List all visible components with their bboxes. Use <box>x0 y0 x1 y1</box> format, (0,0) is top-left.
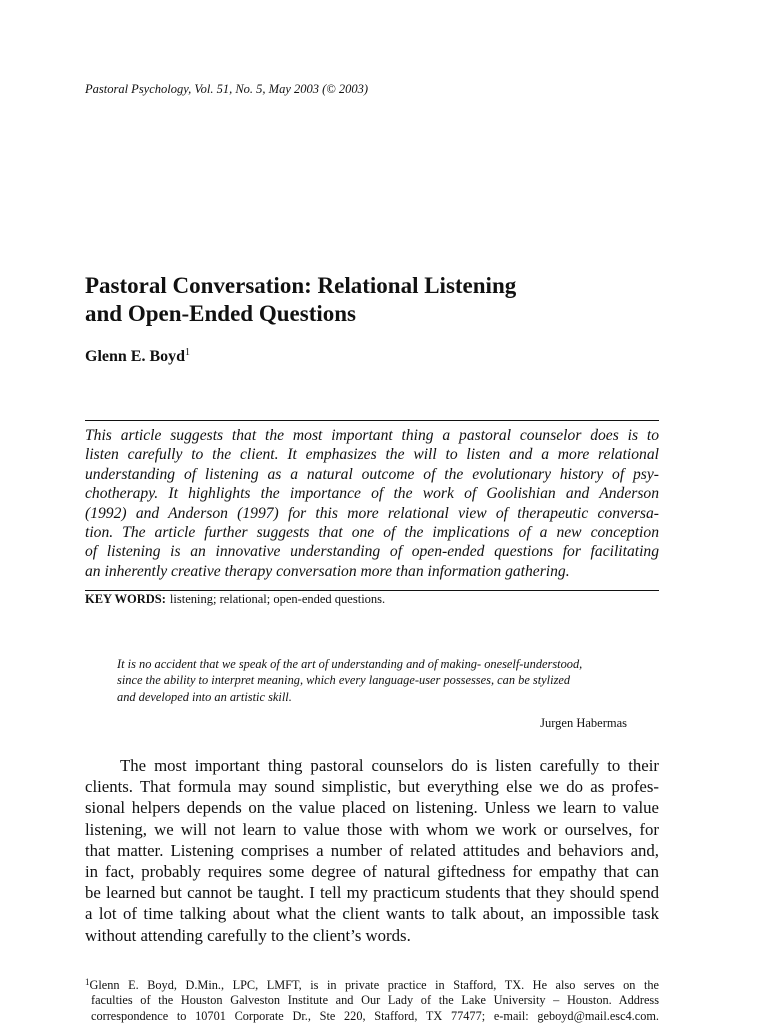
abstract-bottom-rule <box>85 590 659 591</box>
abstract-line: listen carefully to the client. It emphasizes the will to listen and a more relational <box>85 446 659 464</box>
title-line: Pastoral Conversation: Relational Listening <box>85 273 517 298</box>
keywords <box>85 592 385 607</box>
author-name <box>85 347 190 366</box>
title-line: and Open-Ended Questions <box>85 301 356 326</box>
body-line: be learned but cannot be taught. I tell my practicum students that they should spend <box>85 883 659 903</box>
abstract-line: of listening is an innovative understanding of open-ended questions for facilitating <box>85 543 659 561</box>
abstract <box>85 426 659 581</box>
article-title <box>85 272 645 328</box>
body-line: The most important thing pastoral counselors do is listen carefully to their <box>120 756 659 775</box>
abstract-line: This article suggests that the most important thing a pastoral counselor does is to <box>85 427 659 444</box>
body-line: a lot of time talking about what the client wants to talk about, an impossible task <box>85 904 659 924</box>
footnote-line-text: Glenn E. Boyd, D.Min., LPC, LMFT, is in private practice in Stafford, TX. He also serves on the <box>89 978 659 992</box>
body-line: clients. That formula may sound simplistic, but everything else we do as profes- <box>85 777 659 797</box>
keywords-text: listening; relational; open-ended questions. <box>169 592 386 606</box>
body-line: without attending carefully to the client’s words. <box>85 925 411 945</box>
abstract-line: chotherapy. It highlights the importance of the work of Goolishian and Anderson <box>85 485 659 503</box>
footnote-line <box>85 975 659 993</box>
epigraph-quote <box>117 656 627 705</box>
body-line: in fact, probably requires some degree of natural giftedness for empathy that can <box>85 862 659 882</box>
epigraph-attribution: Jurgen Habermas <box>540 716 627 730</box>
footnote-number: 1 <box>85 977 90 987</box>
abstract-line: (1992) and Anderson (1997) for this more relational view of therapeutic conversa- <box>85 504 659 522</box>
body-line: that matter. Listening comprises a number of related attitudes and behaviors and, <box>85 840 659 860</box>
footnote-marker: 1 <box>185 347 191 358</box>
epigraph-line: and developed into an artistic skill. <box>117 689 292 704</box>
epigraph-line: It is no accident that we speak of the art of understanding and of making- oneself-understood, <box>117 657 583 671</box>
keywords-label: KEY WORDS: <box>85 592 166 606</box>
abstract-line: an inherently creative therapy conversation more than information gathering. <box>85 562 570 580</box>
footnote-line: correspondence to 10701 Corporate Dr., Ste 220, Stafford, TX 77477; e-mail: geboyd@mail.esc4.com. <box>91 1008 659 1023</box>
body-line: sional helpers depends on the value placed on listening. Unless we learn to value <box>85 798 659 818</box>
footnote-line: faculties of the Houston Galveston Institute and Our Lady of the Lake University – Houston. Address <box>91 993 659 1008</box>
abstract-top-rule <box>85 420 659 421</box>
abstract-line: tion. The article further suggests that one of the implications of a new conception <box>85 524 659 542</box>
journal-citation: Pastoral Psychology, Vol. 51, No. 5, May 2003 (© 2003) <box>85 82 369 96</box>
abstract-line: understanding of listening as a natural outcome of the evolutionary history of psy- <box>85 465 659 483</box>
body-paragraph <box>85 755 659 946</box>
footnote <box>85 975 659 1024</box>
epigraph-line: since the ability to interpret meaning, which every language-user possesses, can be stylized <box>117 673 571 688</box>
body-line: listening, we will not learn to value those with whom we work or ourselves, for <box>85 819 659 839</box>
author-name-text: Glenn E. Boyd <box>85 348 186 365</box>
